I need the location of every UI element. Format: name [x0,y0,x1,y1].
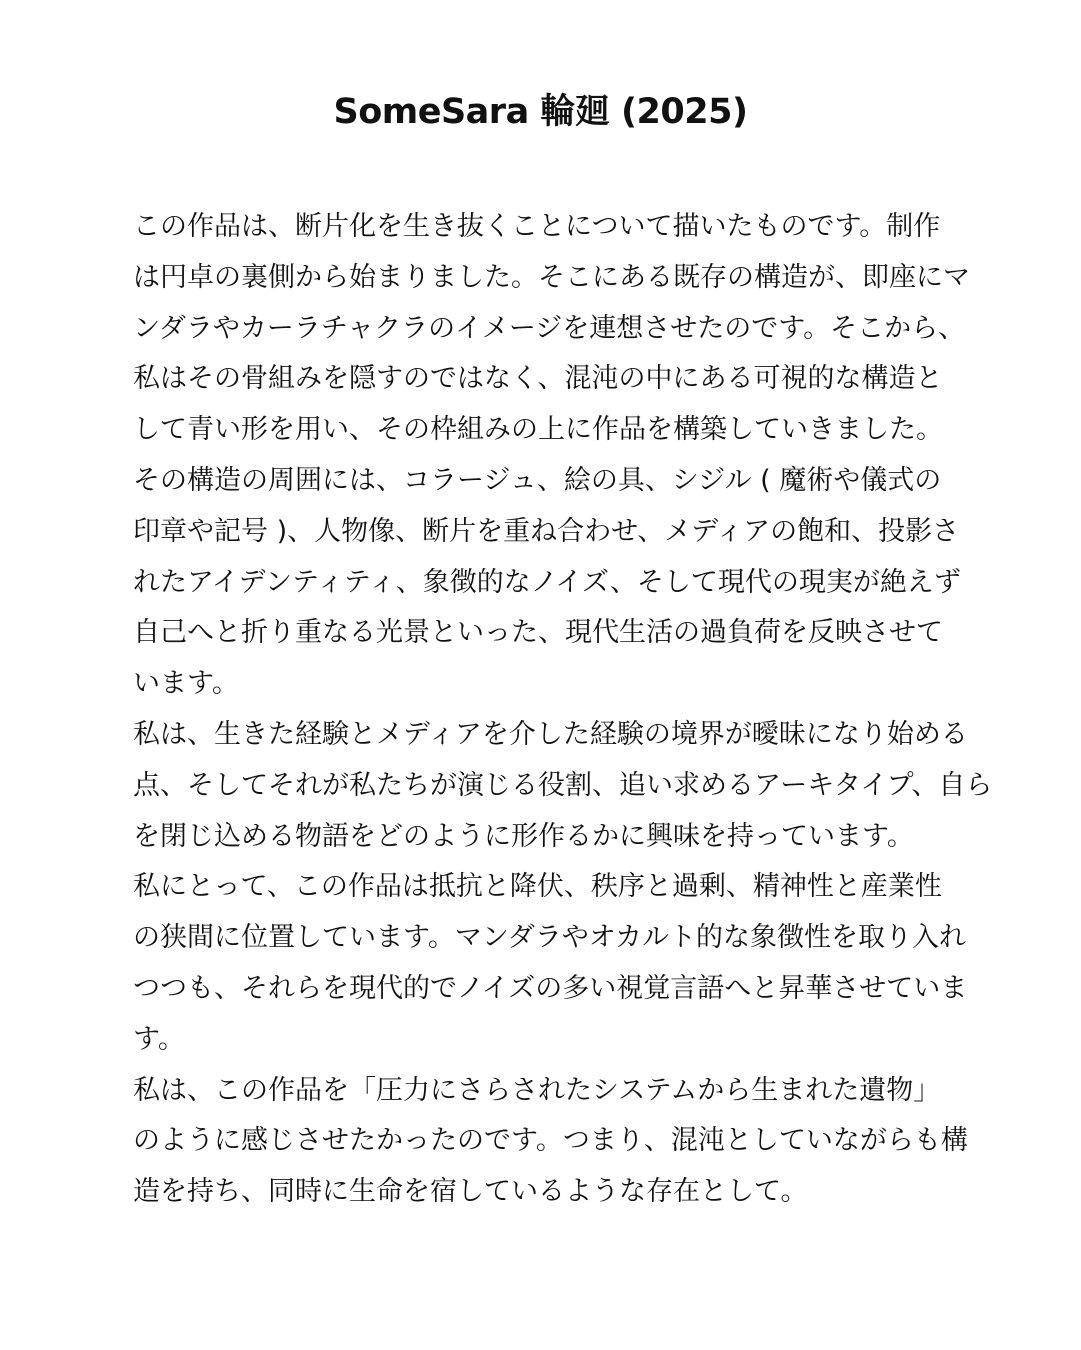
text-line: つつも、それらを現代的でノイズの多い視覚言語へと昇華させていま [133,972,968,1004]
text-line: れたアイデンティティ、象徴的なノイズ、そして現代の現実が絶えず [133,566,961,598]
text-line: す。 [133,1023,185,1055]
text-line: 私にとって、この作品は抵抗と降伏、秩序と過剰、精神性と産業性 [133,871,942,903]
paragraph-4 [133,862,1003,1065]
text-line: のように感じさせたかったのです。つまり、混沌としていながらも構 [133,1125,968,1157]
page-title: SomeSara 輪廻 (2025) [333,92,748,132]
paragraph-2 [133,456,1003,710]
text-line: その構造の周囲には、コラージュ、絵の具、シジル ( 魔術や儀式の [133,464,942,496]
text-line: この作品は、断片化を生き抜くことについて描いたものです。制作 [133,211,941,242]
paragraph-5 [133,1066,1003,1218]
text-line: 造を持ち、同時に生命を宿しているような存在として。 [133,1176,808,1208]
text-line: を閉じ込める物語をどのように形作るかに興味を持っています。 [133,820,914,852]
text-line: は円卓の裏側から始まりました。そこにある既存の構造が、即座にマ [133,261,970,293]
text-line: ンダラやカーラチャクラのイメージを連想させたのです。そこから、 [133,312,966,344]
text-line: 印章や記号 )、人物像、断片を重ね合わせ、メディアの飽和、投影さ [133,515,960,547]
text-line: います。 [133,668,239,700]
statement-body [133,202,1003,1218]
text-line: 点、そしてそれが私たちが演じる役割、追い求めるアーキタイプ、自ら [133,769,993,801]
text-line: 自己へと折り重なる光景といった、現代生活の過負荷を反映させて [133,617,943,649]
paragraph-1 [133,202,1003,456]
text-line: して青い形を用い、その枠組みの上に作品を構築していきました。 [133,414,943,446]
text-line: の狭間に位置しています。マンダラやオカルト的な象徴性を取り入れ [133,922,966,954]
paragraph-3 [133,710,1003,862]
text-line: 私は、この作品を「圧力にさらされたシステムから生まれた遺物」 [133,1074,941,1106]
text-line: 私はその骨組みを隠すのではなく、混沌の中にある可視的な構造と [133,363,943,395]
text-line: 私は、生きた経験とメディアを介した経験の境界が曖昧になり始める [133,718,968,750]
